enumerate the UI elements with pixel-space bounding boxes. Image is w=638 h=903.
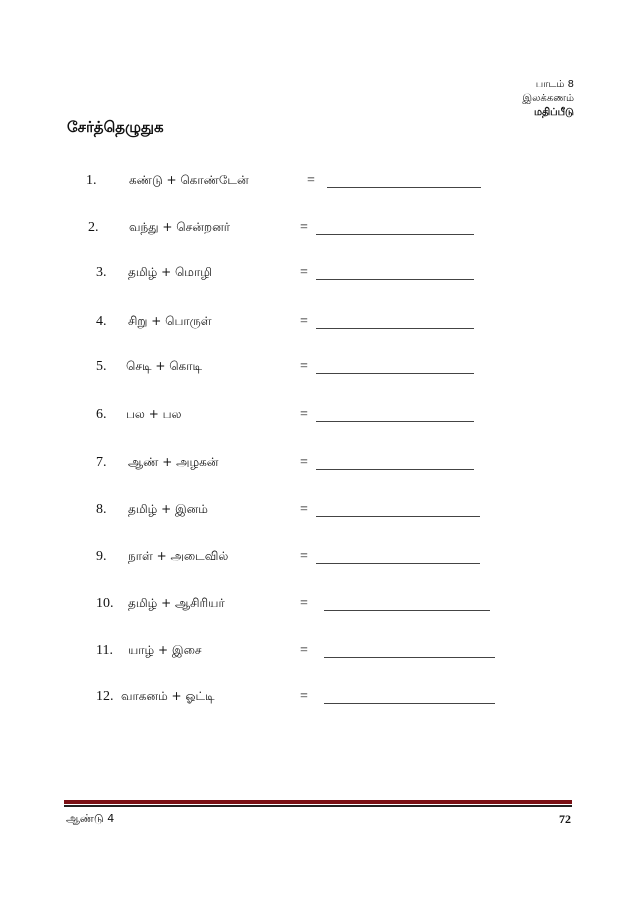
answer-blank[interactable] [316, 234, 474, 235]
item-number: 11. [96, 643, 113, 658]
exercise-row [0, 689, 638, 709]
answer-blank[interactable] [324, 657, 495, 658]
word-pair: செடி + கொடி [126, 359, 203, 373]
word-pair: யாழ் + இசை [128, 643, 202, 657]
lesson-subject: இலக்கணம் [522, 93, 574, 104]
exercise-title: சேர்த்தெழுதுக [67, 118, 164, 136]
equals-sign: = [300, 643, 308, 658]
word-pair: தமிழ் + மொழி [128, 265, 213, 279]
answer-blank[interactable] [316, 469, 474, 470]
exercise-row [0, 359, 638, 379]
item-number: 7. [96, 455, 107, 470]
item-number: 6. [96, 407, 107, 422]
word-pair: நாள் + அடைவில் [128, 549, 229, 563]
exercise-row [0, 265, 638, 285]
equals-sign: = [300, 455, 308, 470]
equals-sign: = [300, 689, 308, 704]
footer-divider-black [64, 805, 572, 807]
answer-blank[interactable] [316, 563, 480, 564]
answer-blank[interactable] [316, 516, 480, 517]
item-number: 1. [86, 173, 97, 188]
answer-blank[interactable] [327, 187, 481, 188]
word-pair: தமிழ் + ஆசிரியர் [128, 596, 225, 610]
exercise-row [0, 220, 638, 240]
word-pair: ஆண் + அழகன் [128, 455, 219, 469]
word-pair: கண்டு + கொண்டேன் [129, 173, 249, 187]
word-pair: வந்து + சென்றனர் [129, 220, 230, 234]
answer-blank[interactable] [316, 373, 474, 374]
exercise-row [0, 314, 638, 334]
word-pair: பல + பல [126, 407, 182, 421]
item-number: 4. [96, 314, 107, 329]
equals-sign: = [300, 265, 308, 280]
equals-sign: = [300, 220, 308, 235]
answer-blank[interactable] [316, 279, 474, 280]
lesson-section: மதிப்பீடு [533, 107, 574, 118]
answer-blank[interactable] [316, 328, 474, 329]
exercise-row [0, 643, 638, 663]
item-number: 5. [96, 359, 107, 374]
item-number: 10. [96, 596, 114, 611]
answer-blank[interactable] [316, 421, 474, 422]
equals-sign: = [300, 549, 308, 564]
equals-sign: = [307, 173, 315, 188]
item-number: 8. [96, 502, 107, 517]
footer-year-label: ஆண்டு 4 [66, 812, 115, 825]
word-pair: தமிழ் + இனம் [128, 502, 208, 516]
answer-blank[interactable] [324, 703, 495, 704]
lesson-number: பாடம் 8 [535, 79, 574, 90]
exercise-row [0, 596, 638, 616]
item-number: 3. [96, 265, 107, 280]
equals-sign: = [300, 359, 308, 374]
equals-sign: = [300, 314, 308, 329]
exercise-row [0, 173, 638, 193]
exercise-row [0, 549, 638, 569]
footer-divider-red [64, 800, 572, 804]
page-number: 72 [559, 812, 571, 826]
item-number: 12. [96, 689, 114, 704]
exercise-row [0, 407, 638, 427]
item-number: 2. [88, 220, 99, 235]
word-pair: வாகனம் + ஓட்டி [121, 689, 215, 703]
exercise-row [0, 455, 638, 475]
answer-blank[interactable] [324, 610, 490, 611]
equals-sign: = [300, 502, 308, 517]
equals-sign: = [300, 407, 308, 422]
exercise-row [0, 502, 638, 522]
item-number: 9. [96, 549, 107, 564]
word-pair: சிறு + பொருள் [128, 314, 212, 328]
equals-sign: = [300, 596, 308, 611]
